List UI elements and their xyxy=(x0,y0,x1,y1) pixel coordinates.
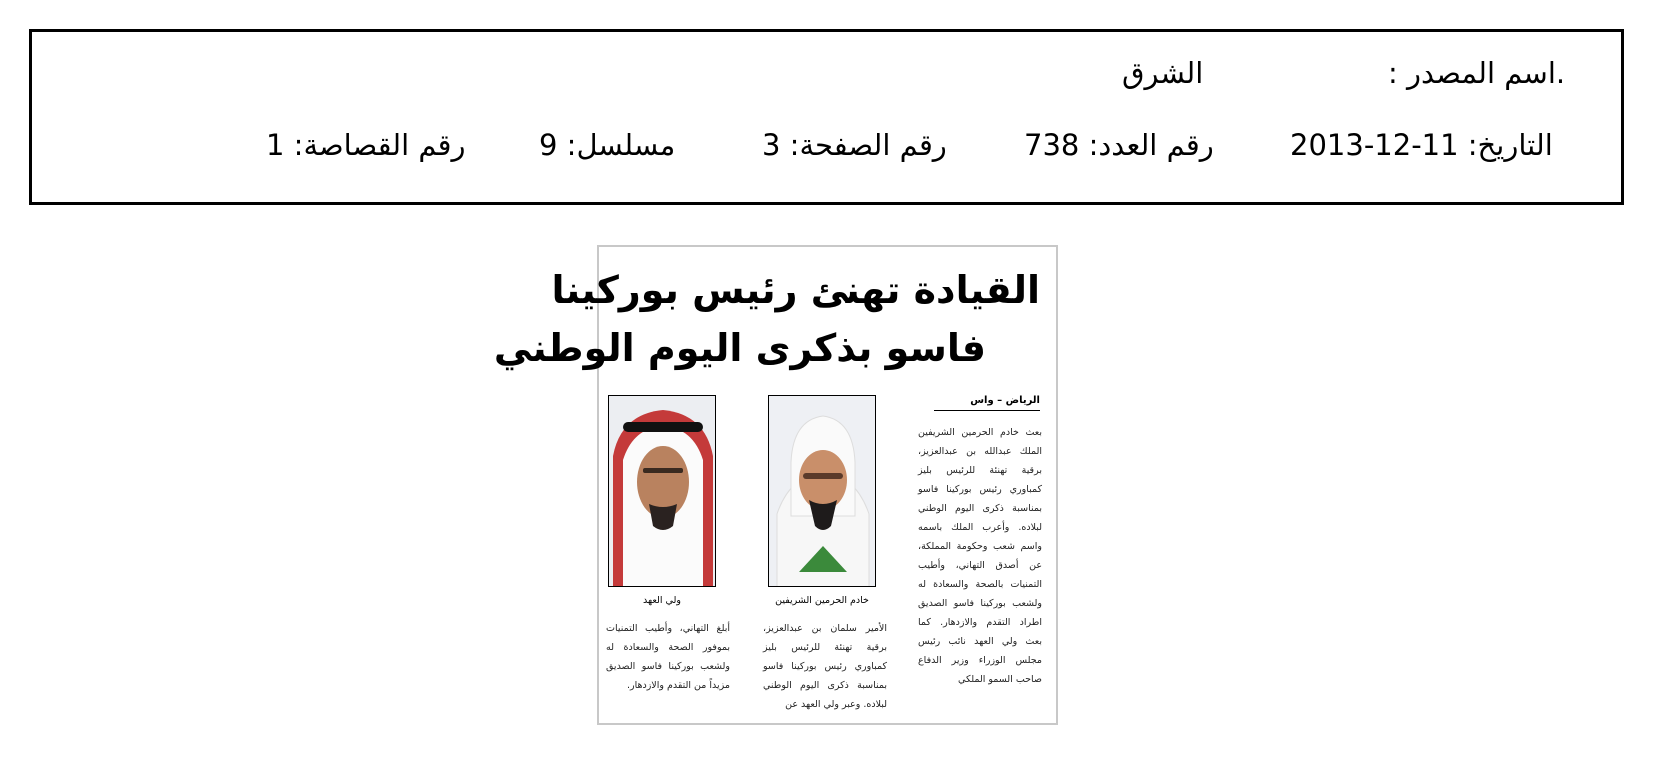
byline: الرياض – واس xyxy=(934,395,1040,411)
source-value: الشرق xyxy=(1122,56,1204,90)
date-field: التاريخ: 11-12-2013 xyxy=(1290,128,1553,162)
issue-number: رقم العدد: 738 xyxy=(1024,128,1214,162)
headline-line-1: القيادة تهنئ رئيس بوركينا xyxy=(551,268,1040,312)
source-label: .اسم المصدر : xyxy=(1388,56,1566,90)
article-column-1: بعث خادم الحرمين الشريفين الملك عبدالله بن عبدالعزيز، برقية تهنئة للرئيس بليز كمباوري رئيس بوركينا فاسو بمناسبة ذكرى اليوم الوطني لبلاده. وأعرب الملك باسمه واسم شعب وحكومة المملكة، عن أصدق التهاني، وأطيب التمنيات بالصحة والسعادة له ولشعب بوركينا فاسو الصديق اطراد التقدم والازدهار. كما بعث ولي العهد نائب رئيس مجلس الوزراء وزير الدفاع صاحب السمو الملكي xyxy=(918,427,1042,685)
headline-line-2: فاسو بذكرى اليوم الوطني xyxy=(493,326,986,370)
article-column-2: الأمير سلمان بن عبدالعزيز، برقية تهنئة للرئيس بليز كمباوري رئيس بوركينا فاسو بمناسبة ذكرى اليوم الوطني لبلاده. وعبر ولي العهد عن xyxy=(763,623,887,710)
caption-crown-prince: ولي العهد xyxy=(643,595,681,606)
photo-king xyxy=(768,395,876,587)
clipping-info-box xyxy=(29,29,1624,205)
clipping-number: رقم القصاصة: 1 xyxy=(266,128,466,162)
portrait-crown-prince-icon xyxy=(609,396,716,587)
page-number: رقم الصفحة: 3 xyxy=(762,128,947,162)
photo-crown-prince xyxy=(608,395,716,587)
newspaper-clipping xyxy=(493,245,1058,725)
serial-number: مسلسل: 9 xyxy=(539,128,676,162)
caption-king: خادم الحرمين الشريفين xyxy=(775,595,869,606)
portrait-king-icon xyxy=(769,396,876,587)
article-column-3: أبلغ التهاني، وأطيب التمنيات بموفور الصحة والسعادة له ولشعب بوركينا فاسو الصديق مزيداً من التقدم والازدهار. xyxy=(606,623,730,691)
